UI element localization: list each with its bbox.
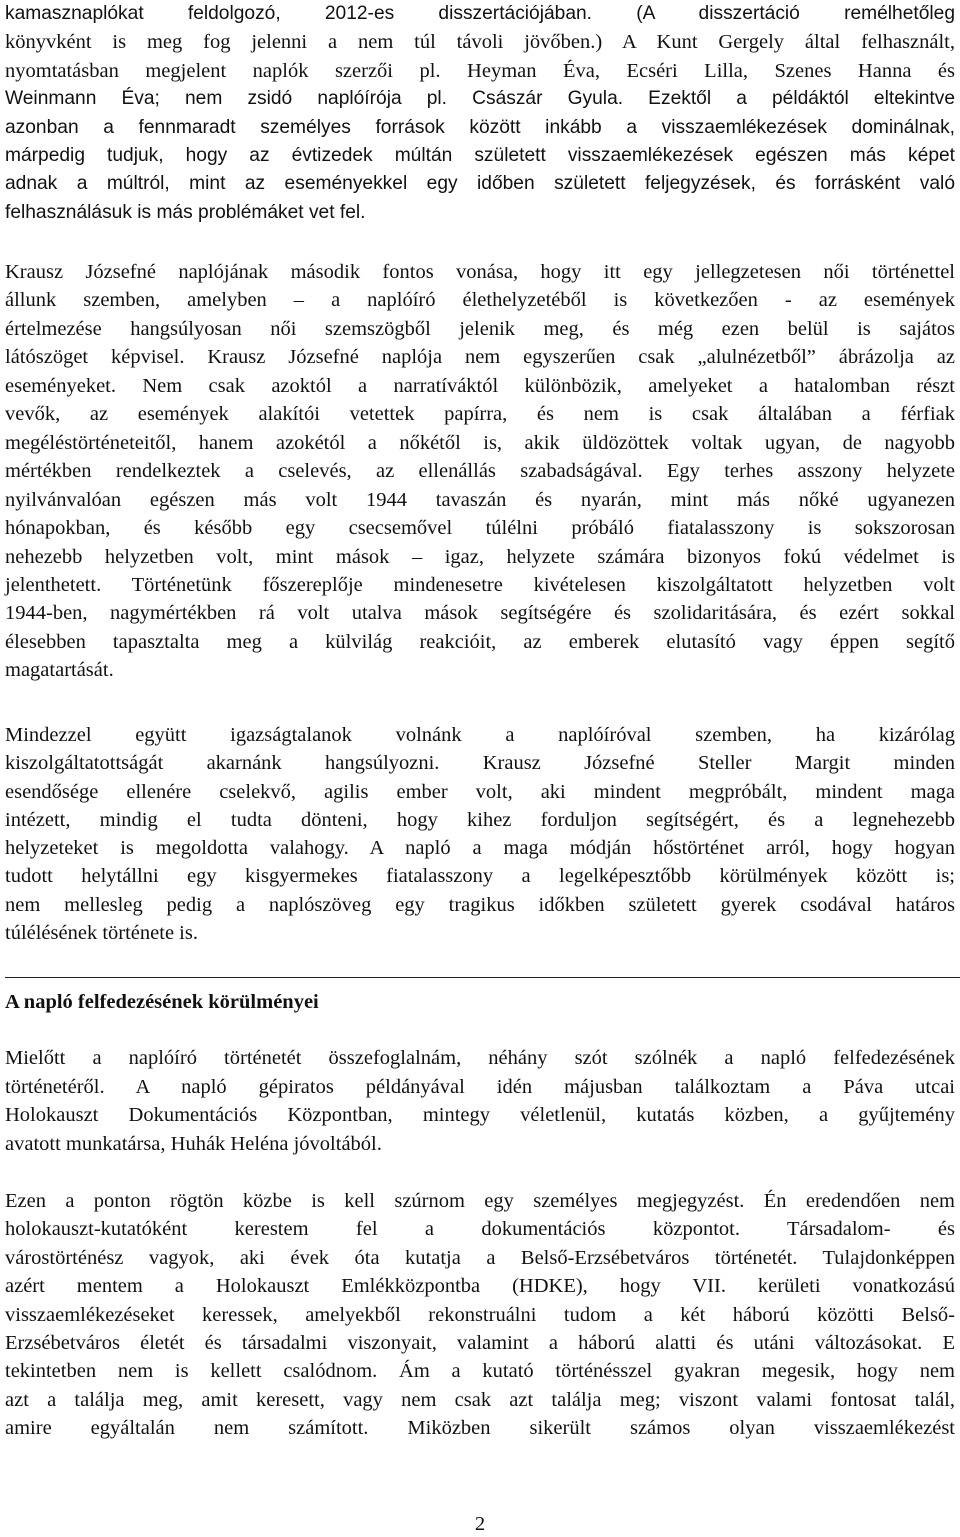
paragraph-5-line: azt a találja meg, amit keresett, vagy nem csak azt találja meg; viszont valami fontosat talál, [5,1388,955,1411]
paragraph-2-line: megéléstörténeteitől, hanem azokétól a nőkétől is, akik üldözöttek voltak ugyan, de nagyobb [5,431,955,454]
paragraph-1-line: nyomtatásban megjelent naplók szerzői pl. Heyman Éva, Ecséri Lilla, Szenes Hanna és [5,59,955,82]
paragraph-5-line: várostörténész vagyok, aki évek óta kutatja a Belső-Erzsébetváros történetét. Tulajdonképpen [5,1246,955,1269]
paragraph-5-line: visszaemlékezéseket keressek, amelyekből rekonstruálni tudom a két háború közötti Belső- [5,1303,955,1326]
paragraph-3-line: túlélésének története is. [5,922,198,945]
paragraph-2-line: élesebben tapasztalta meg a külvilág reakcióit, az emberek elutasító vagy éppen segítő [5,630,955,653]
paragraph-3-line: kiszolgáltatottságát akarnánk hangsúlyozni. Krausz Józsefné Steller Margit minden [5,752,955,775]
paragraph-4 [5,1044,955,1158]
paragraph-1-line: azonban a fennmaradt személyes források között inkább a visszaemlékezések dominálnak, [5,116,955,138]
paragraph-2-line: hónapokban, és később egy csecsemővel túlélni próbáló fiatalasszony is sokszorosan [5,517,955,540]
paragraph-3 [5,721,955,947]
paragraph-1-line: könyvként is meg fog jelenni a nem túl távoli jövőben.) A Kunt Gergely által felhasznált, [5,31,955,54]
paragraph-3-line: tudott helytállni egy kisgyermekes fiatalasszony a legelképesztőbb körülmények között is; [5,865,955,888]
paragraph-2-line: magatartását. [5,659,114,682]
paragraph-2-line: nehezebb helyzetben volt, mint mások – igaz, helyzete számára bizonyos fokú védelmet is [5,545,955,568]
paragraph-2-line: mértékben rendelkeztek a cselevés, az ellenállás szabadságával. Egy terhes asszony helyzete [5,460,955,483]
paragraph-5-line: amire egyáltalán nem számított. Miközben sikerült számos olyan visszaemlékezést [5,1417,955,1440]
paragraph-3-line: intézett, mindig el tudta dönteni, hogy kihez forduljon segítségért, és a legnehezebb [5,808,955,831]
paragraph-1-line: Weinmann Éva; nem zsidó naplóírója pl. Császár Gyula. Ezektől a példáktól eltekintve [5,88,955,110]
paragraph-2-line: vevők, az események alakítói vetettek papírra, és nem is csak általában a férfiak [5,403,955,426]
paragraph-5-line: azért mentem a Holokauszt Emlékközpontba (HDKE), hogy VII. kerületi vonatkozású [5,1275,955,1298]
paragraph-1 [5,0,955,227]
paragraph-3-line: helyzeteket is megoldotta valahogy. A napló a maga módján hőstörténet arról, hogy hogyan [5,837,955,860]
paragraph-2-line: jelenthetett. Történetünk főszereplője mindenesetre kivételesen kiszolgáltatott helyzetben volt [5,573,955,596]
paragraph-3-line: esendősége ellenére cselekvő, agilis ember volt, aki mindent megpróbált, mindent maga [5,780,955,803]
paragraph-5-line: Erzsébetváros életét és társadalmi viszonyait, valamint a háború alatti és utáni változásokat. E [5,1332,955,1355]
paragraph-2-line: Krausz Józsefné naplójának második fontos vonása, hogy itt egy jellegzetesen női történettel [5,261,955,283]
paragraph-2-line: látószöget képvisel. Krausz Józsefné naplója nem egyszerűen csak „alulnézetből” ábrázolja az [5,346,955,369]
section-divider [5,977,960,978]
paragraph-4-line: Mielőtt a naplóíró történetét összefoglalnám, néhány szót szólnék a napló felfedezésének [5,1047,955,1069]
paragraph-1-line: felhasználásuk is más problémáket vet fel. [5,201,366,223]
page-number: 2 [474,1513,486,1535]
paragraph-1-line: adnak a múltról, mint az eseményekkel egy időben született feljegyzések, és forrásként való [5,173,955,195]
paragraph-5-line: holokauszt-kutatóként kerestem fel a dokumentációs központot. Társadalom- és [5,1218,955,1241]
paragraph-2-line: 1944-ben, nagymértékben rá volt utalva mások segítségére és szolidaritására, és ezért sokkal [5,602,955,625]
paragraph-5-line: Ezen a ponton rögtön közbe is kell szúrnom egy személyes megjegyzést. Én eredendően nem [5,1190,955,1212]
paragraph-1-line: kamasznaplókat feldolgozó, 2012-es disszertációjában. (A disszertáció remélhetőleg [5,3,955,24]
paragraph-3-line: nem mellesleg pedig a naplószöveg egy tragikus időkben született gyerek csodával határos [5,893,955,916]
paragraph-4-line: Holokauszt Dokumentációs Központban, mintegy véletlenül, kutatás közben, a gyűjtemény [5,1104,955,1126]
paragraph-2 [5,258,955,685]
paragraph-5-line: tekintetben nem is kellett csalódnom. Ám a kutató történésszel gyakran megesik, hogy nem [5,1360,955,1383]
paragraph-2-line: nyilvánvalóan egészen más volt 1944 tavaszán és nyarán, mint más nőké ugyanezen [5,488,955,511]
paragraph-2-line: állunk szemben, amelyben – a naplóíró élethelyzetéből is következően - az események [5,289,955,312]
paragraph-2-line: értelmezése hangsúlyosan női szemszögből jelenik meg, és még ezen belül is sajátos [5,317,955,340]
section-heading: A napló felfedezésének körülményei [5,991,319,1013]
paragraph-5 [5,1187,955,1443]
paragraph-3-line: Mindezzel együtt igazságtalanok volnánk a naplóíróval szemben, ha kizárólag [5,724,955,746]
paragraph-2-line: eseményeket. Nem csak azoktól a narratíváktól különbözik, amelyeket a hatalomban részt [5,374,955,397]
paragraph-4-line: avatott munkatársa, Huhák Heléna jóvoltából. [5,1132,382,1155]
paragraph-1-line: márpedig tudjuk, hogy az évtizedek múltán született visszaemlékezések egészen más képet [5,145,955,167]
paragraph-4-line: történetéről. A napló gépiratos példányával idén májusban találkoztam a Páva utcai [5,1075,955,1098]
